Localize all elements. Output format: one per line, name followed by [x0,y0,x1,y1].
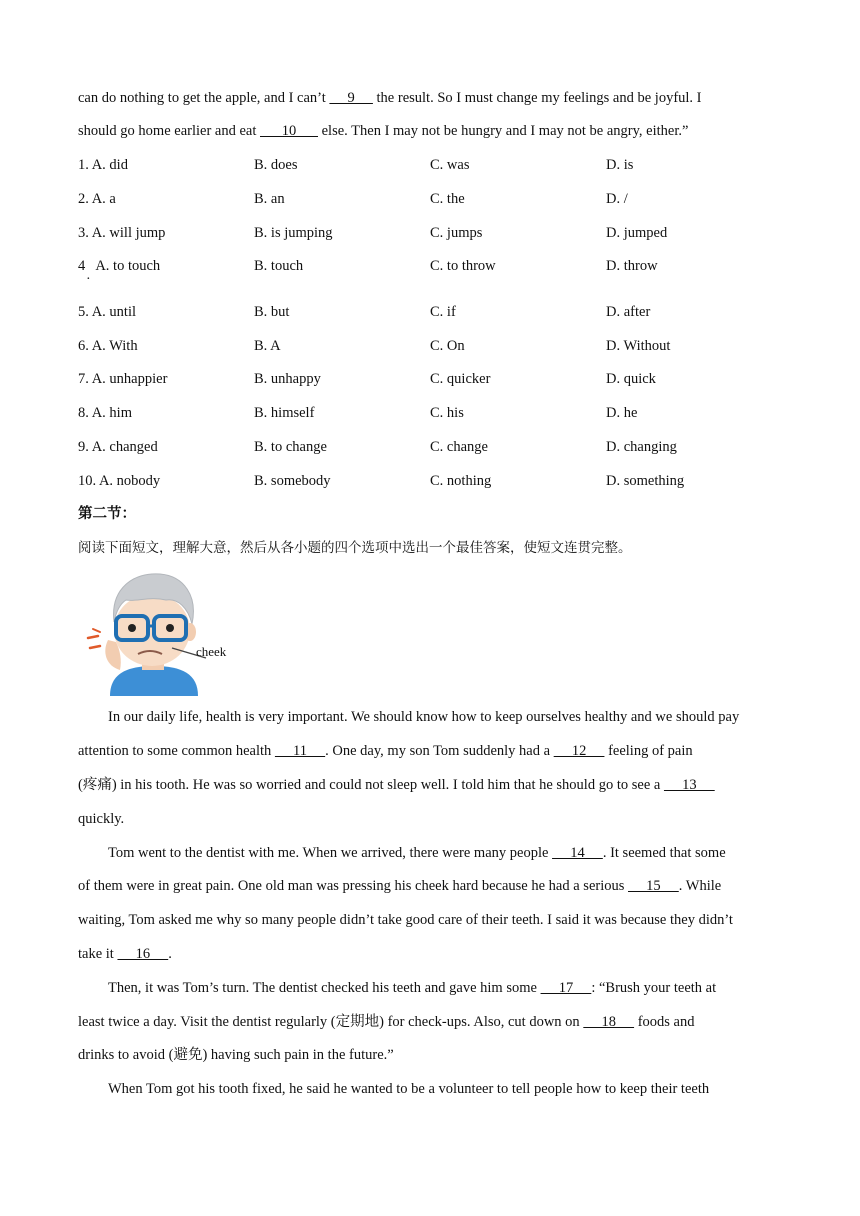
passage-line: When Tom got his tooth fixed, he said he wanted to be a volunteer to tell people how to keep their teeth [108,1081,710,1097]
blank-16: 16 [117,946,169,962]
option-d: D. is [606,157,634,173]
option-b: B. does [254,157,298,173]
option-b: B. an [254,191,285,207]
question-row [78,302,782,322]
passage-line: In our daily life, health is very important. We should know how to keep ourselves healthy and we should pay [108,709,740,725]
option-b: B. to change [254,439,327,455]
intro-line-2: should go home earlier and eat 10 else. Then I may not be hungry and I may not be angry, either.” [78,123,689,139]
option-a: 6. A. With [78,338,138,354]
question-row [78,223,782,243]
question-row [78,471,782,491]
option-a: 9. A. changed [78,439,158,455]
option-a: 3. A. will jump [78,225,166,241]
option-c: C. was [430,157,470,173]
option-c: C. if [430,304,456,320]
blank-14: 14 [552,845,603,861]
blank-11: 11 [274,743,326,759]
option-b: B. but [254,304,290,320]
question-4-dot: · [86,272,91,287]
intro-line-1: can do nothing to get the apple, and I can’t 9 the result. So I must change my feelings and be joyful. I [78,90,702,106]
passage-line: attention to some common health 11 . One day, my son Tom suddenly had a 12 feeling of pain [78,743,693,759]
question-row [78,256,782,276]
blank-17: 17 [540,980,592,996]
option-a: 4 A. to touch [78,258,161,274]
option-d: D. he [606,405,638,421]
option-a: 2. A. a [78,191,116,207]
option-d: D. throw [606,258,658,274]
option-b: B. somebody [254,473,331,489]
blank-12: 12 [553,743,605,759]
passage-line: (疼痛) in his tooth. He was so worried and could not sleep well. I told him that he should go to see a 13 [78,777,715,793]
option-d: D. jumped [606,225,668,241]
question-row [78,189,782,209]
option-b: B. A [254,338,281,354]
option-d: D. / [606,191,628,207]
option-c: C. change [430,439,488,455]
passage-line: drinks to avoid (避免) having such pain in the future.” [78,1047,394,1063]
option-c: C. On [430,338,465,354]
toothache-illustration [80,566,240,696]
passage-line: quickly. [78,811,125,827]
passage-line: take it 16 . [78,946,172,962]
passage-line: least twice a day. Visit the dentist regularly (定期地) for check-ups. Also, cut down on 18 foods and [78,1014,695,1030]
question-row [78,437,782,457]
option-c: C. the [430,191,465,207]
pain-marks-icon [88,629,100,648]
option-b: B. unhappy [254,371,321,387]
question-row [78,336,782,356]
option-a: 10. A. nobody [78,473,161,489]
option-b: B. touch [254,258,304,274]
option-a: 8. A. him [78,405,132,421]
passage-line: Then, it was Tom’s turn. The dentist checked his teeth and gave him some 17 : “Brush your teeth at [108,980,717,996]
blank-15: 15 [628,878,679,894]
section-instruction: 阅读下面短文，理解大意，然后从各小题的四个选项中选出一个最佳答案，使短文连贯完整。 [78,540,632,556]
question-row [78,403,782,423]
blank-13: 13 [663,777,715,793]
passage-line: of them were in great pain. One old man was pressing his cheek hard because he had a serious 15 . While [78,878,722,894]
option-d: D. changing [606,439,677,455]
blank-9: 9 [329,90,373,106]
option-b: B. is jumping [254,225,333,241]
option-a: 5. A. until [78,304,137,320]
blank-10: 10 [260,123,318,139]
option-d: D. something [606,473,685,489]
section-heading: 第二节： [78,506,136,522]
option-d: D. Without [606,338,671,354]
cheek-label: cheek [196,644,227,659]
option-d: D. after [606,304,651,320]
option-a: 1. A. did [78,157,128,173]
passage-line: Tom went to the dentist with me. When we arrived, there were many people 14 . It seemed that some [108,845,726,861]
question-row [78,369,782,389]
option-c: C. to throw [430,258,496,274]
passage-line: waiting, Tom asked me why so many people didn’t take good care of their teeth. I said it was because they didn’t [78,912,733,928]
option-a: 7. A. unhappier [78,371,168,387]
option-c: C. jumps [430,225,483,241]
option-c: C. quicker [430,371,491,387]
blank-18: 18 [583,1014,635,1030]
option-d: D. quick [606,371,656,387]
option-b: B. himself [254,405,315,421]
option-c: C. his [430,405,464,421]
question-row [78,155,782,175]
option-c: C. nothing [430,473,492,489]
